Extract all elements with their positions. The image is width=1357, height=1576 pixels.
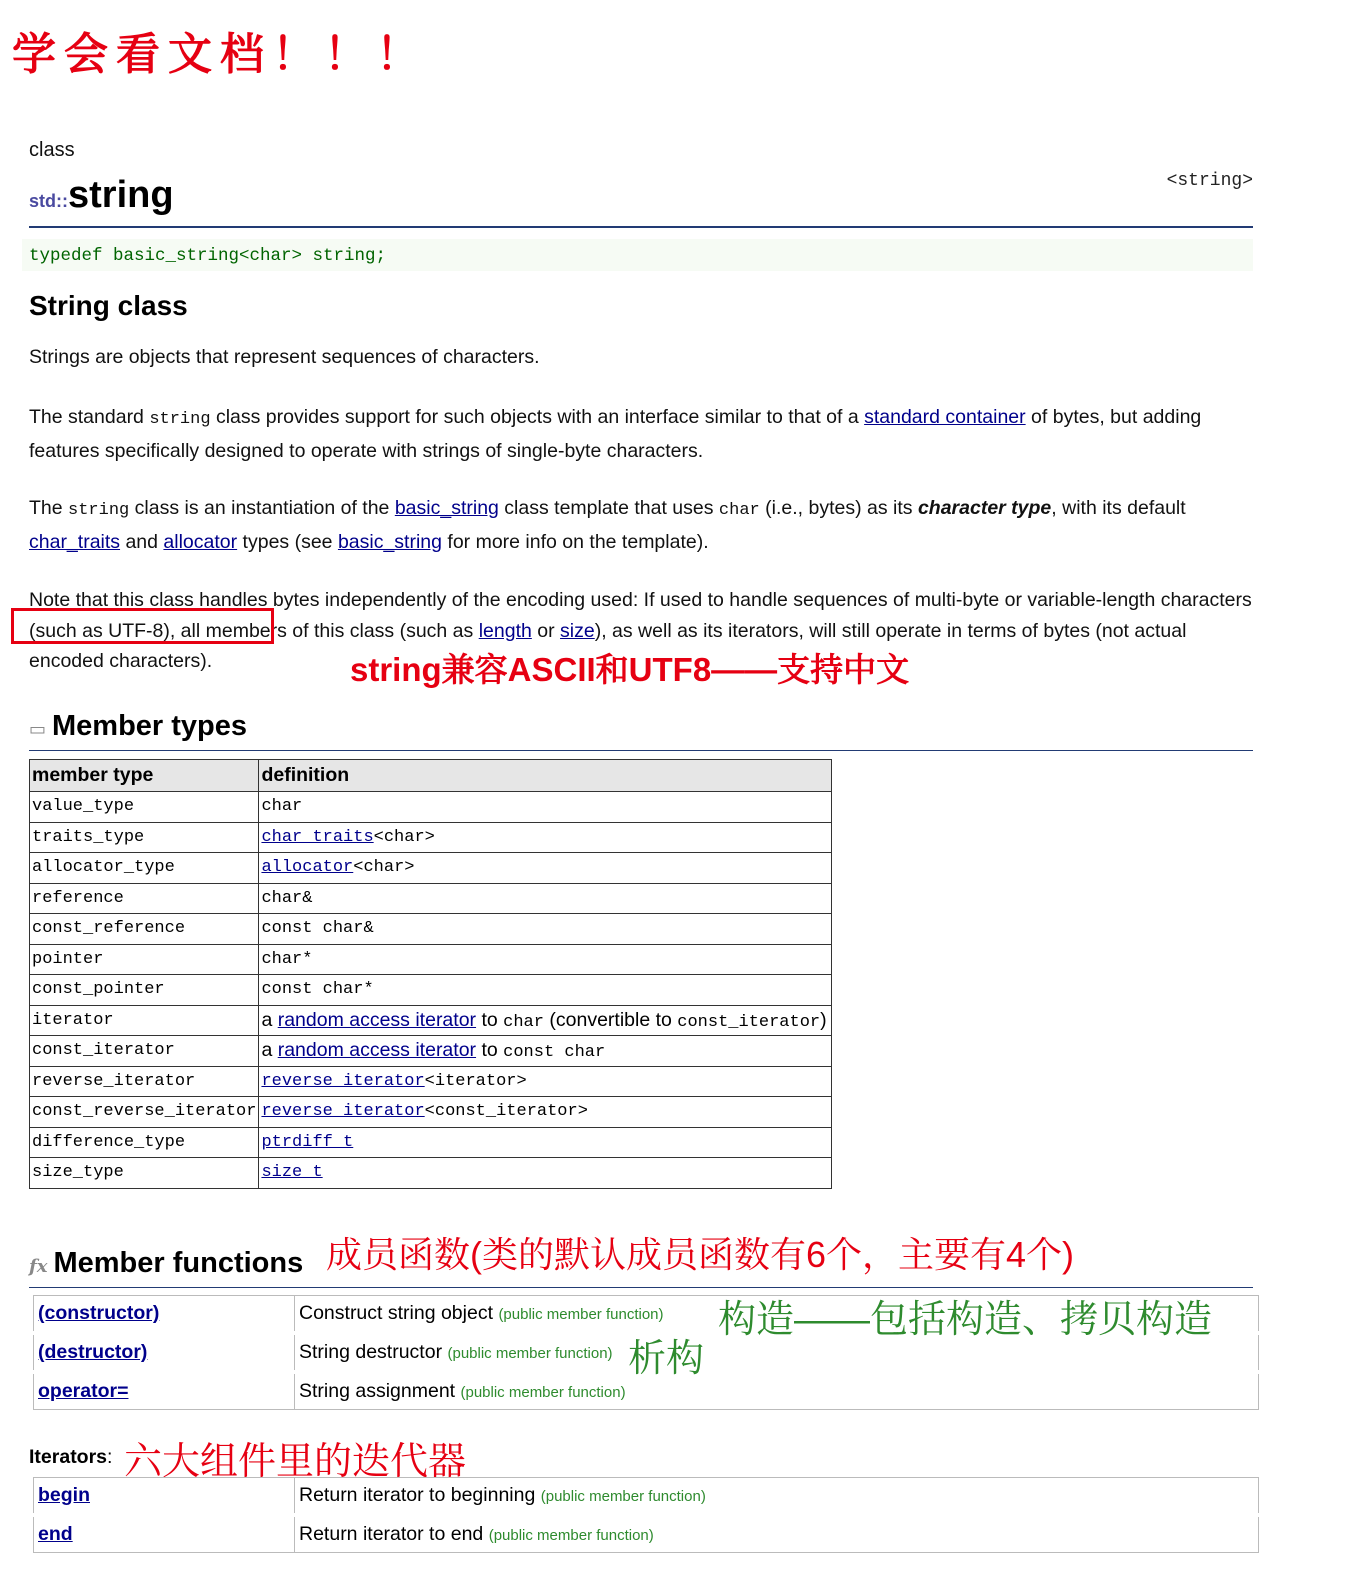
function-name-cell [34,1333,295,1372]
definition-text: to [476,1039,504,1062]
definition-code: const_iterator [677,1012,821,1032]
definition-text: ) [820,1008,827,1031]
definition-code: const char* [261,980,374,1000]
function-row [34,1478,1259,1516]
basic-string-link-2[interactable]: basic_string [337,530,442,553]
member-type-definition [259,822,832,853]
function-kind-tag: (public member function) [488,1527,654,1544]
iterators-label: Iterators: [29,1446,113,1468]
definition-link[interactable]: ptrdiff_t [261,1132,354,1152]
member-type-definition [259,1005,832,1036]
column-header-member-type: member type [30,760,259,792]
definition-code: const char& [261,919,374,939]
member-type-definition [259,975,832,1006]
member-type-definition [259,883,832,914]
function-name-cell [34,1478,295,1516]
function-description-cell [295,1372,1259,1410]
function-row [34,1515,1259,1553]
table-row [30,1066,832,1097]
utf8-highlight-box [11,608,274,644]
definition-code: <iterator> [424,1071,527,1091]
member-type-definition [259,1097,832,1128]
table-row [30,822,832,853]
member-type-name: reverse_iterator [30,1066,259,1097]
function-kind-tag: (public member function) [498,1306,664,1323]
function-description-cell [295,1478,1259,1516]
definition-link[interactable]: size_t [261,1163,323,1183]
namespace-label: std:: [29,191,68,211]
member-type-name: const_reverse_iterator [30,1097,259,1128]
definition-text: (convertible to [543,1008,678,1031]
definition-text: a [261,1008,278,1031]
member-types-divider [29,750,1253,751]
size-link[interactable]: size [560,619,595,642]
table-row [30,792,832,823]
table-row [30,853,832,884]
destructor-annotation: 析构 [628,1338,705,1380]
definition-code: <char> [373,827,435,847]
definition-link[interactable]: reverse_iterator [261,1102,425,1122]
definition-link[interactable]: allocator [261,858,354,878]
table-row [30,975,832,1006]
member-function-link[interactable]: operator= [38,1380,129,1402]
member-type-name: size_type [30,1158,259,1189]
member-type-definition [259,1158,832,1189]
member-type-definition [259,1066,832,1097]
function-description: String assignment [299,1380,456,1402]
iterators-annotation: 六大组件里的迭代器 [124,1441,467,1483]
description-paragraph-4: Note that this class handles bytes independently of the encoding used: If used to handle sequences of multi-byte or variable-length characters (such as UTF-8), all members of this class (such as length or size), as well as its iterators, will still operate in terms of bytes (not actual encoded characters). [29,589,1252,672]
function-description-cell [295,1515,1259,1553]
member-type-name: const_iterator [30,1036,259,1067]
definition-link[interactable]: random access iterator [277,1039,477,1062]
table-row [30,1127,832,1158]
description-paragraph-3: The string class is an instantiation of the basic_string class template that uses char (i.e., bytes) as its character type, with its default char_traits and allocator types (see basic_string for more info on the template). [29,497,1186,553]
banner-annotation: 学会看文档！！！ [12,29,428,80]
function-name-cell [34,1296,295,1334]
member-types-table [29,759,832,1189]
column-header-definition: definition [259,760,832,792]
member-type-definition [259,792,832,823]
function-kind-tag: (public member function) [447,1345,613,1362]
length-link[interactable]: length [478,619,532,642]
member-type-name: traits_type [30,822,259,853]
class-name: string [68,174,174,216]
definition-code: char [261,797,303,817]
member-type-name: const_pointer [30,975,259,1006]
function-kind-tag: (public member function) [460,1384,626,1401]
table-row [30,944,832,975]
string-utf8-annotation: string兼容ASCII和UTF8——支持中文 [350,651,910,688]
entity-kind: class [29,139,75,161]
table-row [30,883,832,914]
fx-icon: fx [29,1256,48,1277]
definition-link[interactable]: reverse_iterator [261,1071,425,1091]
definition-code: <char> [353,858,415,878]
function-name-cell [34,1515,295,1553]
member-type-name: iterator [30,1005,259,1036]
member-type-definition [259,1036,832,1067]
function-kind-tag: (public member function) [540,1488,706,1505]
member-type-name: allocator_type [30,853,259,884]
iterators-table [33,1477,1259,1553]
standard-container-link[interactable]: standard container [864,406,1026,428]
function-description: String destructor [299,1341,443,1363]
char-traits-link[interactable]: char_traits [29,530,121,553]
iterator-function-link[interactable]: end [38,1523,73,1545]
function-description: Return iterator to end [299,1523,484,1545]
basic-string-link[interactable]: basic_string [394,497,499,519]
table-row [30,1097,832,1128]
table-row [30,914,832,945]
description-paragraph-1: Strings are objects that represent sequences of characters. [29,346,540,368]
iterator-function-link[interactable]: begin [38,1484,90,1506]
table-row [30,1158,832,1189]
member-type-name: difference_type [30,1127,259,1158]
table-row [30,1036,832,1067]
member-type-definition [259,944,832,975]
function-description: Construct string object [299,1302,494,1324]
member-types-heading: ▭ Member types [29,710,248,742]
section-heading: String class [29,290,188,321]
member-functions-annotation: 成员函数(类的默认成员函数有6个，主要有4个) [326,1234,1075,1275]
description-paragraph-2: The standard string class provides support for such objects with an interface similar to that of a standard container of bytes, but adding features specifically designed to operate with strings of single-byte characters. [29,406,1202,462]
definition-text: a [261,1039,278,1062]
member-type-name: const_reference [30,914,259,945]
title-divider [29,226,1253,228]
definition-code: <const_iterator> [424,1102,588,1122]
member-type-name: reference [30,883,259,914]
definition-text: to [476,1008,504,1031]
member-type-name: pointer [30,944,259,975]
definition-code: char& [261,888,313,908]
member-function-link[interactable]: (destructor) [38,1341,148,1363]
function-name-cell [34,1372,295,1410]
definition-link[interactable]: random access iterator [277,1008,477,1031]
definition-code: const char [503,1043,606,1063]
allocator-link[interactable]: allocator [163,530,238,553]
member-type-definition [259,853,832,884]
definition-code: char* [261,949,313,969]
member-functions-heading: fx Member functions [29,1247,304,1279]
function-description: Return iterator to beginning [299,1484,536,1506]
constructor-annotation: 构造——包括构造、拷贝构造 [718,1299,1213,1341]
member-function-link[interactable]: (constructor) [38,1302,160,1324]
member-types-icon: ▭ [29,719,47,739]
member-type-definition [259,1127,832,1158]
page-title [29,174,174,217]
header-file: <string> [1166,171,1253,191]
table-row [30,1005,832,1036]
member-type-name: value_type [30,792,259,823]
definition-code: char [503,1012,544,1032]
definition-link[interactable]: char_traits [261,827,374,847]
typedef-declaration: typedef basic_string<char> string; [29,246,387,266]
member-type-definition [259,914,832,945]
